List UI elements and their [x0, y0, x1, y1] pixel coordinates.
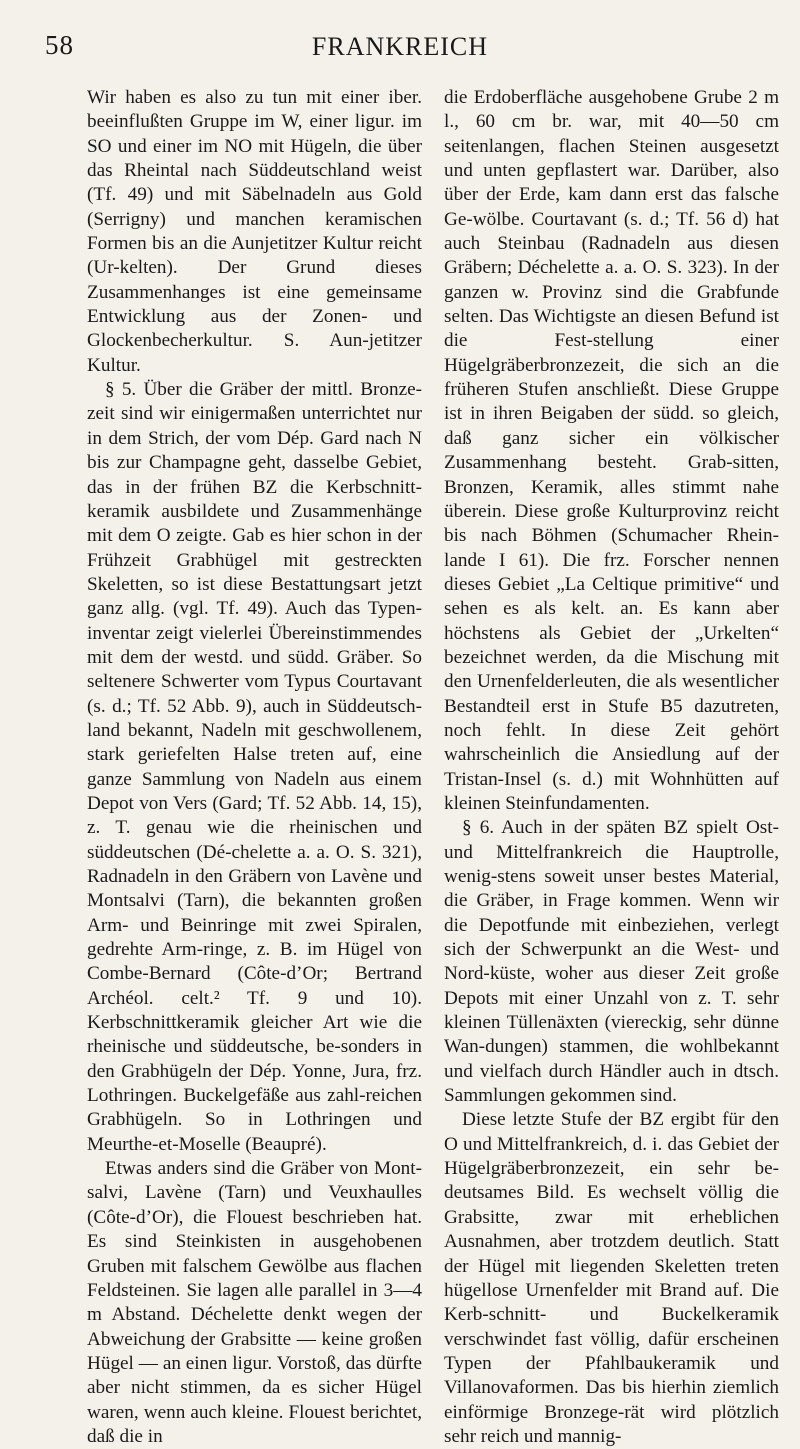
left-column: [87, 86, 422, 1449]
paragraph: Diese letzte Stufe der BZ ergibt für den O und Mittelfrankreich, d. i. das Gebiet der Hügelgräberbronzezeit, ein sehr be-deutsames Bild. Es wechselt völlig die Grabsitte, zwar mit erheblichen Ausnahmen, aber trotzdem deutlich. Statt der Hügel mit liegenden Skeletten treten hügellose Urnenfelder mit Brand auf. Die Kerb-schnitt- und Buckelkeramik verschwindet fast völlig, dafür erscheinen Typen der Pfahlbaukeramik und Villanovaformen. Das bis hierhin ziemlich einförmige Bronzege-rät wird plötzlich sehr reich und mannig-: [444, 1109, 779, 1447]
paragraph: § 6. Auch in der späten BZ spielt Ost- und Mittelfrankreich die Hauptrolle, wenig-stens soweit unser bestes Material, die Gräber, in Frage kommen. Wenn wir die Depotfunde mit einbeziehen, verlegt sich der Schwerpunkt an die West- und Nord-küste, woher aus dieser Zeit große Depots mit einer Unzahl von z. T. sehr kleinen Tüllenäxten (viereckig, sehr dünne Wan-dungen) stammen, die wohlbekannt und vielfach durch Händler auch in dtsch. Sammlungen gekommen sind.: [444, 817, 779, 1107]
running-title: FRANKREICH: [311, 32, 489, 61]
paragraph: Wir haben es also zu tun mit einer iber. beeinflußten Gruppe im W, einer ligur. im SO und einer im NO mit Hügeln, die über das Rheintal nach Süddeutschland weist (Tf. 49) und mit Säbelnadeln aus Gold (Serrigny) und manchen keramischen Formen bis an die Aunjetitzer Kultur reicht (Ur-kelten). Der Grund dieses Zusammenhanges ist eine gemeinsame Entwicklung aus der Zonen- und Glockenbecherkultur. S. Aun-jetitzer Kultur.: [87, 87, 422, 376]
paragraph: § 5. Über die Gräber der mittl. Bronze-zeit sind wir einigermaßen unterrichtet nur in dem Strich, der vom Dép. Gard nach N bis zur Champagne geht, dasselbe Gebiet, das in der frühen BZ die Kerbschnitt-keramik ausbildete und Zusammenhänge mit dem O zeigte. Gab es hier schon in der Frühzeit Grabhügel mit gestreckten Skeletten, so ist diese Bestattungsart jetzt ganz allg. (vgl. Tf. 49). Auch das Typen-inventar zeigt vielerlei Übereinstimmendes mit dem der westd. und südd. Gräber. So seltenere Schwerter vom Typus Courtavant (s. d.; Tf. 52 Abb. 9), auch in Süddeutsch-land bekannt, Nadeln mit geschwollenem, stark geriefelten Halse treten auf, eine ganze Sammlung von Nadeln aus einem Depot von Vers (Gard; Tf. 52 Abb. 14, 15), z. T. genau wie die rheinischen und süddeutschen (Dé-chelette a. a. O. S. 321), Radnadeln in den Gräbern von Lavène und Montsalvi (Tarn), die bekannten großen Arm- und Beinringe mit zwei Spiralen, gedrehte Arm-ringe, z. B. im Hügel von Combe-Bernard (Côte-d’Or; Bertrand Archéol. celt.² Tf. 9 und 10). Kerbschnittkeramik gleicher Art wie die rheinische und süddeutsche, be-sonders in den Grabhügeln der Dép. Yonne, Jura, frz. Lothringen. Buckelgefäße aus zahl-reichen Grabhügeln. So in Lothringen und Meurthe-et-Moselle (Beaupré).: [87, 379, 422, 1155]
paragraph: Etwas anders sind die Gräber von Mont-salvi, Lavène (Tarn) und Veuxhaulles (Côte-d’Or), die Flouest beschrieben hat. Es sind Steinkisten in ausgehobenen Gruben mit falschem Gewölbe aus flachen Feldsteinen. Sie lagen alle parallel in 3—4 m Abstand. Déchelette denkt wegen der Abweichung der Grabsitte — keine großen Hügel — an einen ligur. Vorstoß, das dürfte aber nicht stimmen, da es sicher Hügel waren, wenn auch kleine. Flouest berichtet, daß die in: [87, 1158, 422, 1447]
paragraph: die Erdoberfläche ausgehobene Grube 2 m l., 60 cm br. war, mit 40—50 cm seitenlangen, flachen Steinen ausgesetzt und unten gepflastert war. Darüber, also über der Erde, kam dann erst das falsche Ge-wölbe. Courtavant (s. d.; Tf. 56 d) hat auch Steinbau (Radnadeln aus diesen Gräbern; Déchelette a. a. O. S. 323). In der ganzen w. Provinz sind die Grabfunde selten. Das Wichtigste an diesen Befund ist die Fest-stellung einer Hügelgräberbronzezeit, die sich an die früheren Stufen anschließt. Diese Gruppe ist in ihren Beigaben der südd. so gleich, daß ganz sicher ein völkischer Zusammenhang besteht. Grab-sitten, Bronzen, Keramik, alles stimmt nahe überein. Diese große Kulturprovinz reicht bis nach Böhmen (Schumacher Rhein-lande I 61). Die frz. Forscher nennen dieses Gebiet „La Celtique primitive“ und sehen es als kelt. an. Es kann aber höchstens als Gebiet der „Urkelten“ bezeichnet werden, da die Mischung mit den Urnenfelderleuten, die als wesentlicher Bestandteil erst in Stufe B5 dazutreten, noch fehlt. In diese Zeit gehört wahrscheinlich die Ansiedlung auf der Tristan-Insel (s. d.) mit Wohnhütten auf kleinen Steinfundamenten.: [444, 87, 779, 814]
right-column: [444, 86, 779, 1449]
page-number: 58: [45, 30, 74, 60]
